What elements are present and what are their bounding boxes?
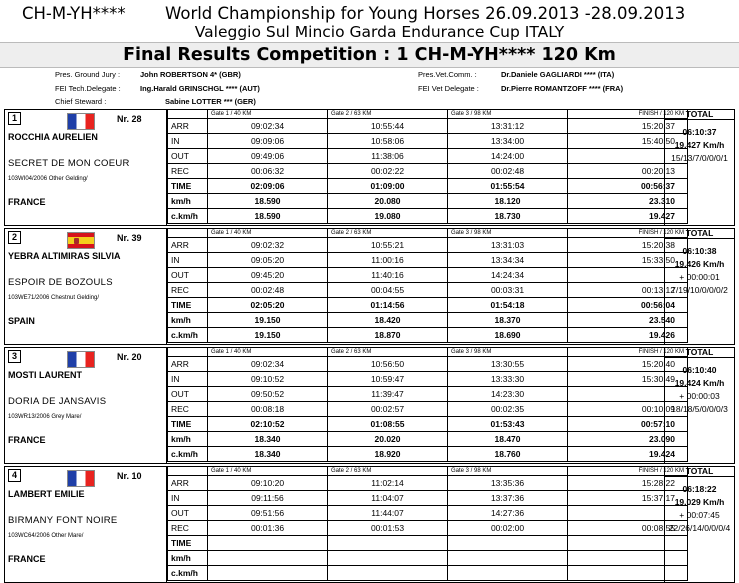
gate2-header: Gate 2 / 63 KM xyxy=(328,467,448,476)
gate3-value: 00:02:35 xyxy=(448,402,568,417)
result-row xyxy=(168,387,688,402)
total-speed: 19.029 Km/h xyxy=(674,497,725,507)
finish-value: 00:10:09 xyxy=(568,402,688,417)
gate3-value: 14:24:00 xyxy=(448,149,568,164)
gate2-value: 18.420 xyxy=(328,313,448,328)
gate2-value: 01:09:00 xyxy=(328,179,448,194)
country: SPAIN xyxy=(8,316,35,326)
total-header: TOTAL xyxy=(665,229,734,239)
rider-panel xyxy=(5,348,167,463)
total-panel xyxy=(664,229,734,344)
row-label: ARR xyxy=(168,476,208,491)
gate1-value: 18.590 xyxy=(208,209,328,224)
gate1-value: 09:50:52 xyxy=(208,387,328,402)
gate3-value: 13:37:36 xyxy=(448,491,568,506)
finish-header: FINISH / 120 KM xyxy=(568,348,688,357)
finish-value: 00:56:04 xyxy=(568,298,688,313)
finish-value: 15:20:40 xyxy=(568,357,688,372)
gate3-value: 13:33:30 xyxy=(448,372,568,387)
gate3-value: 01:54:18 xyxy=(448,298,568,313)
result-row xyxy=(168,491,688,506)
row-label: TIME xyxy=(168,179,208,194)
gate1-value: 00:06:32 xyxy=(208,164,328,179)
gate1-value: 09:09:06 xyxy=(208,134,328,149)
total-header: TOTAL xyxy=(665,467,734,477)
result-row xyxy=(168,328,688,343)
event-title: World Championship for Young Horses 26.09.2013 -28.09.2013 xyxy=(165,4,686,23)
gate2-value: 11:44:07 xyxy=(328,506,448,521)
gate1-value: 09:49:06 xyxy=(208,149,328,164)
finish-value: 15:20:37 xyxy=(568,119,688,134)
gate2-value: 11:02:14 xyxy=(328,476,448,491)
finish-value: 15:37:17 xyxy=(568,491,688,506)
gate1-value: 02:09:06 xyxy=(208,179,328,194)
gate2-header: Gate 2 / 63 KM xyxy=(328,229,448,238)
total-header: TOTAL xyxy=(665,348,734,358)
finish-value: 23.090 xyxy=(568,432,688,447)
results-table xyxy=(167,467,688,581)
row-label: IN xyxy=(168,253,208,268)
flag-france-icon xyxy=(67,470,95,487)
row-label: km/h xyxy=(168,432,208,447)
gate3-value: 13:30:55 xyxy=(448,357,568,372)
result-row xyxy=(168,402,688,417)
row-label: c.km/h xyxy=(168,447,208,462)
result-row xyxy=(168,253,688,268)
gate2-value: 01:08:55 xyxy=(328,417,448,432)
gate2-value: 20.020 xyxy=(328,432,448,447)
gate-header-row xyxy=(168,229,688,238)
gate2-value: 11:38:06 xyxy=(328,149,448,164)
gate1-value: 00:08:18 xyxy=(208,402,328,417)
gate3-value xyxy=(448,551,568,566)
finish-header: FINISH / 120 KM xyxy=(568,110,688,119)
gate2-value: 10:56:50 xyxy=(328,357,448,372)
result-entry xyxy=(4,466,735,583)
gate1-header: Gate 1 / 40 KM xyxy=(208,110,328,119)
gate1-value: 19.150 xyxy=(208,328,328,343)
finish-value: 15:30:49 xyxy=(568,372,688,387)
result-row xyxy=(168,447,688,462)
start-number: Nr. 28 xyxy=(117,114,142,124)
gate1-value: 02:05:20 xyxy=(208,298,328,313)
gate2-value xyxy=(328,536,448,551)
vet-delegate-label: FEI Vet Delegate : xyxy=(418,84,479,93)
flag-spain-icon xyxy=(67,232,95,249)
row-label: TIME xyxy=(168,417,208,432)
gate2-value: 00:02:22 xyxy=(328,164,448,179)
country: FRANCE xyxy=(8,554,46,564)
result-row xyxy=(168,134,688,149)
gate3-value: 14:23:30 xyxy=(448,387,568,402)
gate1-value: 09:45:20 xyxy=(208,268,328,283)
row-label: IN xyxy=(168,372,208,387)
gate1-header: Gate 1 / 40 KM xyxy=(208,348,328,357)
finish-value: 00:08:55 xyxy=(568,521,688,536)
gate1-value: 09:02:34 xyxy=(208,119,328,134)
gate1-value: 09:02:34 xyxy=(208,357,328,372)
result-row xyxy=(168,566,688,581)
gate1-value: 09:10:20 xyxy=(208,476,328,491)
gate2-value: 10:58:06 xyxy=(328,134,448,149)
finish-value: 23.540 xyxy=(568,313,688,328)
gate1-value: 09:10:52 xyxy=(208,372,328,387)
horse-name: SECRET DE MON COEUR xyxy=(8,158,130,169)
result-row xyxy=(168,149,688,164)
gate2-value: 10:55:44 xyxy=(328,119,448,134)
vet-comm-label: Pres.Vet.Comm. : xyxy=(418,70,477,79)
start-number: Nr. 10 xyxy=(117,471,142,481)
gate1-value: 00:01:36 xyxy=(208,521,328,536)
start-number: Nr. 20 xyxy=(117,352,142,362)
finish-header: FINISH / 120 KM xyxy=(568,229,688,238)
chief-steward: Sabine LOTTER *** (GER) xyxy=(165,97,256,106)
finish-value: 19.427 xyxy=(568,209,688,224)
tech-delegate: Ing.Harald GRINSCHGL **** (AUT) xyxy=(140,84,260,93)
total-speed: 19.427 Km/h xyxy=(674,140,725,150)
horse-info: 103WC64/2006 Other Mare/ xyxy=(8,533,84,539)
gate2-value xyxy=(328,551,448,566)
gate3-header: Gate 3 / 98 KM xyxy=(448,110,568,119)
results-title: Final Results Competition : 1 CH-M-YH**** 120 Km xyxy=(0,42,739,68)
rider-name: ROCCHIA AURELIEN xyxy=(8,132,98,142)
gate2-value: 18.870 xyxy=(328,328,448,343)
results-table xyxy=(167,110,688,224)
rider-panel xyxy=(5,467,167,582)
gate1-value: 09:05:20 xyxy=(208,253,328,268)
gate-header-row xyxy=(168,467,688,476)
total-speed: 19.426 Km/h xyxy=(674,259,725,269)
finish-value: 15:28:22 xyxy=(568,476,688,491)
total-rankings: 22/26/14/0/0/0/4 xyxy=(668,523,731,533)
finish-value: 15:33:50 xyxy=(568,253,688,268)
total-gap: + 00:00:03 xyxy=(679,391,720,401)
total-rankings: 7/19/10/0/0/0/2 xyxy=(671,285,728,295)
gate1-value: 18.340 xyxy=(208,432,328,447)
result-row xyxy=(168,283,688,298)
gate1-value: 09:11:56 xyxy=(208,491,328,506)
result-row xyxy=(168,313,688,328)
total-gap: + 00:07:45 xyxy=(679,510,720,520)
results-table xyxy=(167,229,688,343)
row-label: TIME xyxy=(168,298,208,313)
gate1-value: 18.590 xyxy=(208,194,328,209)
result-row xyxy=(168,164,688,179)
flag-france-icon xyxy=(67,351,95,368)
gate3-value: 13:34:34 xyxy=(448,253,568,268)
gate2-value: 11:04:07 xyxy=(328,491,448,506)
finish-value: 00:56:37 xyxy=(568,179,688,194)
gate2-value: 19.080 xyxy=(328,209,448,224)
gate1-header: Gate 1 / 40 KM xyxy=(208,229,328,238)
horse-name: DORIA DE JANSAVIS xyxy=(8,396,107,407)
result-row xyxy=(168,476,688,491)
tech-delegate-label: FEI Tech.Delegate : xyxy=(55,84,121,93)
row-label: IN xyxy=(168,491,208,506)
gate-header-row xyxy=(168,110,688,119)
vet-comm: Dr.Daniele GAGLIARDI **** (ITA) xyxy=(501,70,615,79)
finish-value: 19.424 xyxy=(568,447,688,462)
rider-name: YEBRA ALTIMIRAS SILVIA xyxy=(8,251,121,261)
gate3-header: Gate 3 / 98 KM xyxy=(448,467,568,476)
gate1-value: 19.150 xyxy=(208,313,328,328)
flag-france-icon xyxy=(67,113,95,130)
rider-name: LAMBERT EMILIE xyxy=(8,489,85,499)
gate1-value: 09:02:32 xyxy=(208,238,328,253)
result-row xyxy=(168,357,688,372)
country: FRANCE xyxy=(8,435,46,445)
result-row xyxy=(168,268,688,283)
row-label: OUT xyxy=(168,506,208,521)
total-time: 06:18:22 xyxy=(682,484,717,494)
row-label: TIME xyxy=(168,536,208,551)
gate2-value: 00:04:55 xyxy=(328,283,448,298)
total-rankings: 18/18/5/0/0/0/3 xyxy=(671,404,728,414)
total-time: 06:10:38 xyxy=(682,246,717,256)
placing: 1 xyxy=(8,112,21,125)
gate3-value: 01:55:54 xyxy=(448,179,568,194)
gate3-value: 00:02:00 xyxy=(448,521,568,536)
gate2-value: 11:39:47 xyxy=(328,387,448,402)
gate3-value: 14:24:34 xyxy=(448,268,568,283)
competition-code: CH-M-YH**** xyxy=(22,4,126,23)
gate3-value: 01:53:43 xyxy=(448,417,568,432)
gate3-value: 14:27:36 xyxy=(448,506,568,521)
gate3-value: 13:35:36 xyxy=(448,476,568,491)
total-panel xyxy=(664,348,734,463)
total-gap: + 00:00:01 xyxy=(679,272,720,282)
gate1-value: 00:02:48 xyxy=(208,283,328,298)
gate1-value: 02:10:52 xyxy=(208,417,328,432)
row-label: IN xyxy=(168,134,208,149)
row-label: ARR xyxy=(168,357,208,372)
gate3-value: 18.120 xyxy=(448,194,568,209)
ground-jury: John ROBERTSON 4* (GBR) xyxy=(140,70,241,79)
gate3-value: 18.730 xyxy=(448,209,568,224)
gate1-header: Gate 1 / 40 KM xyxy=(208,467,328,476)
row-label: c.km/h xyxy=(168,328,208,343)
gate3-value: 00:02:48 xyxy=(448,164,568,179)
gate1-value xyxy=(208,551,328,566)
row-label: c.km/h xyxy=(168,566,208,581)
result-row xyxy=(168,194,688,209)
result-row xyxy=(168,432,688,447)
horse-name: ESPOIR DE BOZOULS xyxy=(8,277,113,288)
gate2-value: 11:00:16 xyxy=(328,253,448,268)
result-row xyxy=(168,521,688,536)
finish-value: 23.310 xyxy=(568,194,688,209)
gate2-header: Gate 2 / 63 KM xyxy=(328,110,448,119)
rider-name: MOSTI LAURENT xyxy=(8,370,82,380)
result-row xyxy=(168,179,688,194)
total-rankings: 15/13/7/0/0/0/1 xyxy=(671,153,728,163)
results-table xyxy=(167,348,688,462)
result-row xyxy=(168,506,688,521)
result-row xyxy=(168,238,688,253)
row-label: km/h xyxy=(168,551,208,566)
total-panel xyxy=(664,467,734,582)
gate1-value xyxy=(208,566,328,581)
row-label: REC xyxy=(168,521,208,536)
result-entry xyxy=(4,228,735,345)
chief-steward-label: Chief Steward : xyxy=(55,97,107,106)
result-row xyxy=(168,417,688,432)
row-label: km/h xyxy=(168,313,208,328)
result-row xyxy=(168,298,688,313)
row-label: OUT xyxy=(168,268,208,283)
ground-jury-label: Pres. Ground Jury : xyxy=(55,70,121,79)
rider-panel xyxy=(5,110,167,225)
finish-header: FINISH / 120 KM xyxy=(568,467,688,476)
row-label: REC xyxy=(168,283,208,298)
row-label: ARR xyxy=(168,238,208,253)
gate2-header: Gate 2 / 63 KM xyxy=(328,348,448,357)
gate3-header: Gate 3 / 98 KM xyxy=(448,348,568,357)
total-time: 06:10:40 xyxy=(682,365,717,375)
gate3-value: 00:03:31 xyxy=(448,283,568,298)
total-header: TOTAL xyxy=(665,110,734,120)
row-label: REC xyxy=(168,164,208,179)
result-entry xyxy=(4,347,735,464)
row-label: REC xyxy=(168,402,208,417)
gate3-value: 13:34:00 xyxy=(448,134,568,149)
gate2-value: 00:01:53 xyxy=(328,521,448,536)
gate3-value: 13:31:03 xyxy=(448,238,568,253)
country: FRANCE xyxy=(8,197,46,207)
row-label: OUT xyxy=(168,387,208,402)
gate3-value: 18.470 xyxy=(448,432,568,447)
placing: 2 xyxy=(8,231,21,244)
total-speed: 19.424 Km/h xyxy=(674,378,725,388)
rider-panel xyxy=(5,229,167,344)
gate3-value: 13:31:12 xyxy=(448,119,568,134)
finish-value: 15:20:38 xyxy=(568,238,688,253)
gate2-value: 20.080 xyxy=(328,194,448,209)
gate2-value: 00:02:57 xyxy=(328,402,448,417)
gate3-header: Gate 3 / 98 KM xyxy=(448,229,568,238)
result-row xyxy=(168,209,688,224)
gate3-value: 18.370 xyxy=(448,313,568,328)
gate3-value xyxy=(448,536,568,551)
gate2-value xyxy=(328,566,448,581)
gate2-value: 10:59:47 xyxy=(328,372,448,387)
gate1-value: 09:51:56 xyxy=(208,506,328,521)
finish-value: 00:20:13 xyxy=(568,164,688,179)
horse-info: 103WE71/2006 Chestnut Gelding/ xyxy=(8,295,100,301)
gate3-value: 18.760 xyxy=(448,447,568,462)
placing: 4 xyxy=(8,469,21,482)
gate-header-row xyxy=(168,348,688,357)
row-label: c.km/h xyxy=(168,209,208,224)
row-label: ARR xyxy=(168,119,208,134)
start-number: Nr. 39 xyxy=(117,233,142,243)
row-label: km/h xyxy=(168,194,208,209)
row-label: OUT xyxy=(168,149,208,164)
result-row xyxy=(168,372,688,387)
placing: 3 xyxy=(8,350,21,363)
finish-value: 15:40:50 xyxy=(568,134,688,149)
gate1-value: 18.340 xyxy=(208,447,328,462)
horse-info: 103WR13/2006 Grey Mare/ xyxy=(8,414,82,420)
result-row xyxy=(168,119,688,134)
finish-value: 00:57:10 xyxy=(568,417,688,432)
finish-value: 00:13:12 xyxy=(568,283,688,298)
finish-value: 19.426 xyxy=(568,328,688,343)
gate3-value xyxy=(448,566,568,581)
gate3-value: 18.690 xyxy=(448,328,568,343)
result-row xyxy=(168,536,688,551)
horse-name: BIRMANY FONT NOIRE xyxy=(8,515,118,526)
gate2-value: 01:14:56 xyxy=(328,298,448,313)
total-panel xyxy=(664,110,734,225)
vet-delegate: Dr.Pierre ROMANTZOFF **** (FRA) xyxy=(501,84,624,93)
gate2-value: 11:40:16 xyxy=(328,268,448,283)
result-entry xyxy=(4,109,735,226)
result-row xyxy=(168,551,688,566)
gate2-value: 18.920 xyxy=(328,447,448,462)
event-venue: Valeggio Sul Mincio Garda Endurance Cup ITALY xyxy=(194,23,565,41)
horse-info: 103WI04/2006 Other Gelding/ xyxy=(8,176,88,182)
gate1-value xyxy=(208,536,328,551)
total-time: 06:10:37 xyxy=(682,127,717,137)
gate2-value: 10:55:21 xyxy=(328,238,448,253)
